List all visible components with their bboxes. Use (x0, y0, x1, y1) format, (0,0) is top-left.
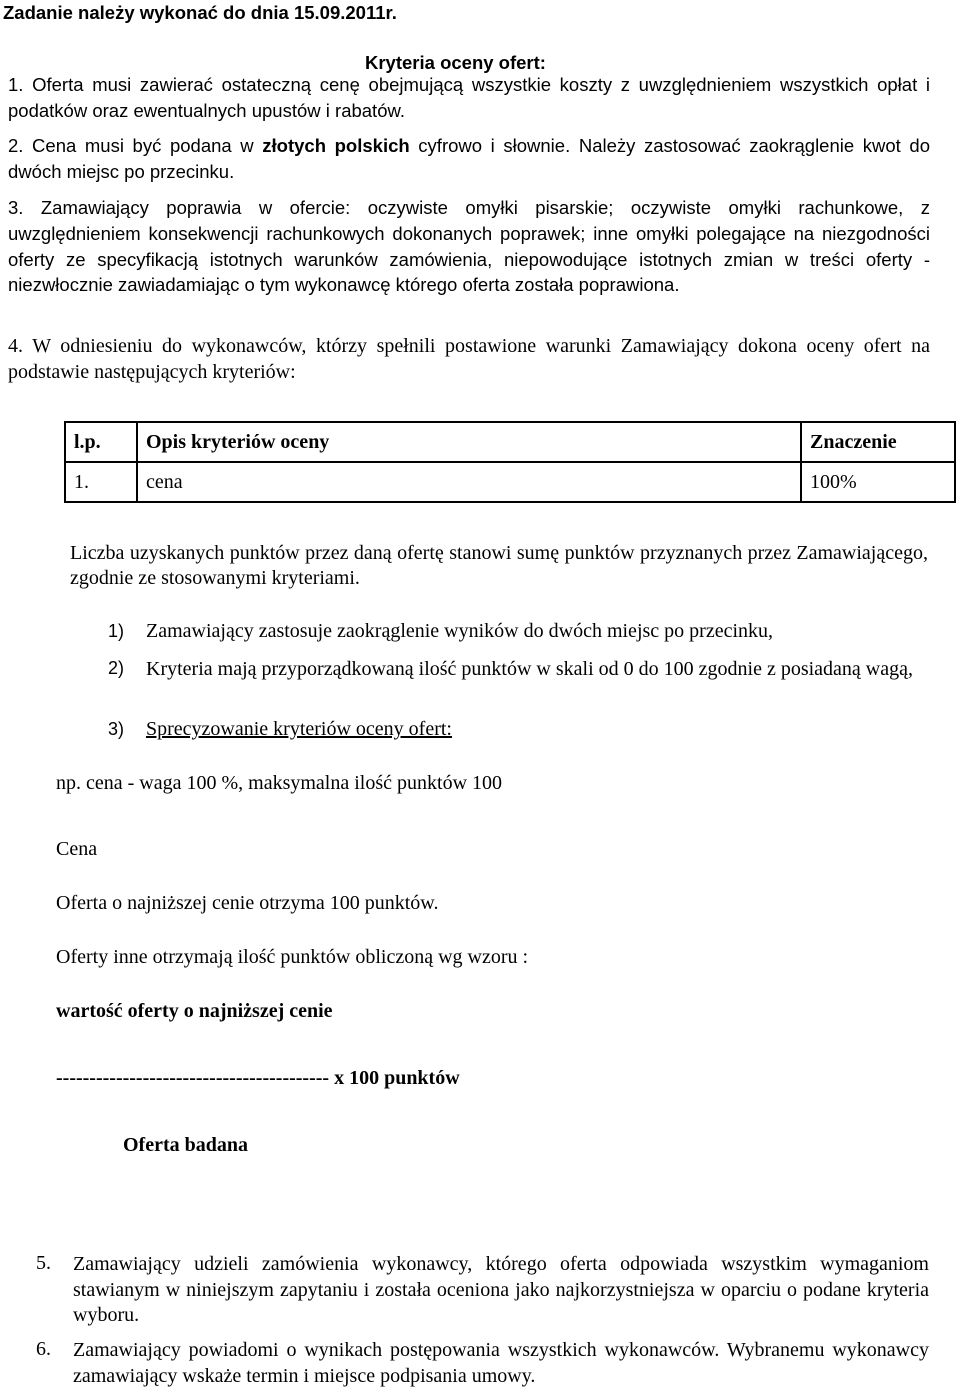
scoring-item-1-text: Zamawiający zastosuje zaokrąglenie wyników do dwóch miejsc po przecinku, (146, 620, 774, 642)
point-2-pre: 2. Cena musi być podana w (8, 135, 263, 156)
formula-line: ----------------------------------------- x 100 punktów (56, 1067, 460, 1089)
table-header-description: Opis kryteriów oceny (137, 422, 801, 462)
table-cell-weight: 100% (801, 462, 955, 502)
scoring-intro: Liczba uzyskanych punktów przez daną ofertę stanowi sumę punktów przyznanych przez Zamawiającego, zgodnie ze stosowanymi kryteriami. (70, 542, 928, 589)
point-6-num: 6. (36, 1338, 51, 1360)
scoring-lowest: Oferta o najniższej cenie otrzyma 100 punktów. (56, 892, 439, 914)
scoring-others: Oferty inne otrzymają ilość punktów obliczoną wg wzoru : (56, 946, 529, 968)
scoring-cena: Cena (56, 838, 98, 860)
table-cell-lp: 1. (65, 462, 137, 502)
scoring-item-3-num: 3) (108, 719, 125, 739)
formula-denominator: Oferta badana (123, 1134, 248, 1156)
deadline-heading: Zadanie należy wykonać do dnia 15.09.2011r. (3, 2, 397, 23)
criteria-table (64, 421, 956, 503)
point-5-num: 5. (36, 1252, 51, 1274)
scoring-item-3-text: Sprecyzowanie kryteriów oceny ofert: (146, 718, 452, 740)
point-2-post: cyfrowo i słownie. Należy zastosować zaokrąglenie kwot do dwóch miejsc po przecinku. (8, 135, 931, 182)
table-header-lp: l.p. (65, 422, 137, 462)
point-6-text: Zamawiający powiadomi o wynikach postępowania wszystkich wykonawców. Wybranemu wykonawcy zamawiający wskaże termin i miejsce podpisania umowy. (73, 1339, 929, 1387)
point-2-bold: złotych polskich (262, 135, 410, 156)
criteria-title: Kryteria oceny ofert: (365, 52, 546, 73)
table-row (65, 462, 955, 502)
formula-numerator: wartość oferty o najniższej cenie (56, 1000, 333, 1022)
point-3: 3. Zamawiający poprawia w ofercie: oczywiste omyłki pisarskie; oczywiste omyłki rachunkowe, z uwzględnieniem konsekwencji rachunkowych dokonanych poprawek; inne omyłki polegające na niezgodności oferty ze specyfikacją istotnych warunków zamówienia, niepowodujące istotnych zmian w treści oferty - niezwłocznie zawiadamiając o tym wykonawcę którego oferta została poprawiona. (8, 197, 930, 296)
table-header-row (65, 422, 955, 462)
table-cell-description: cena (137, 462, 801, 502)
point-2 (8, 133, 930, 184)
scoring-item-2-num: 2) (108, 658, 125, 678)
scoring-item-2-text: Kryteria mają przyporządkowaną ilość punktów w skali od 0 do 100 zgodnie z posiadaną wagą, (146, 658, 913, 680)
point-5-text: Zamawiający udzieli zamówienia wykonawcy, którego oferta odpowiada wszystkim wymaganiom stawianym w niniejszym zapytaniu i została oceniona jako najkorzystniejsza w oparciu o podane kryteria wyboru. (73, 1253, 929, 1326)
point-4: 4. W odniesieniu do wykonawców, którzy spełnili postawione warunki Zamawiający dokona oceny ofert na podstawie następujących kryteriów: (8, 335, 930, 383)
table-header-weight: Znaczenie (801, 422, 955, 462)
point-1: 1. Oferta musi zawierać ostateczną cenę obejmującą wszystkie koszty z uwzględnieniem wszystkich opłat i podatków oraz ewentualnych upustów i rabatów. (8, 74, 930, 121)
scoring-example: np. cena - waga 100 %, maksymalna ilość punktów 100 (56, 772, 503, 794)
scoring-item-1-num: 1) (108, 621, 125, 641)
